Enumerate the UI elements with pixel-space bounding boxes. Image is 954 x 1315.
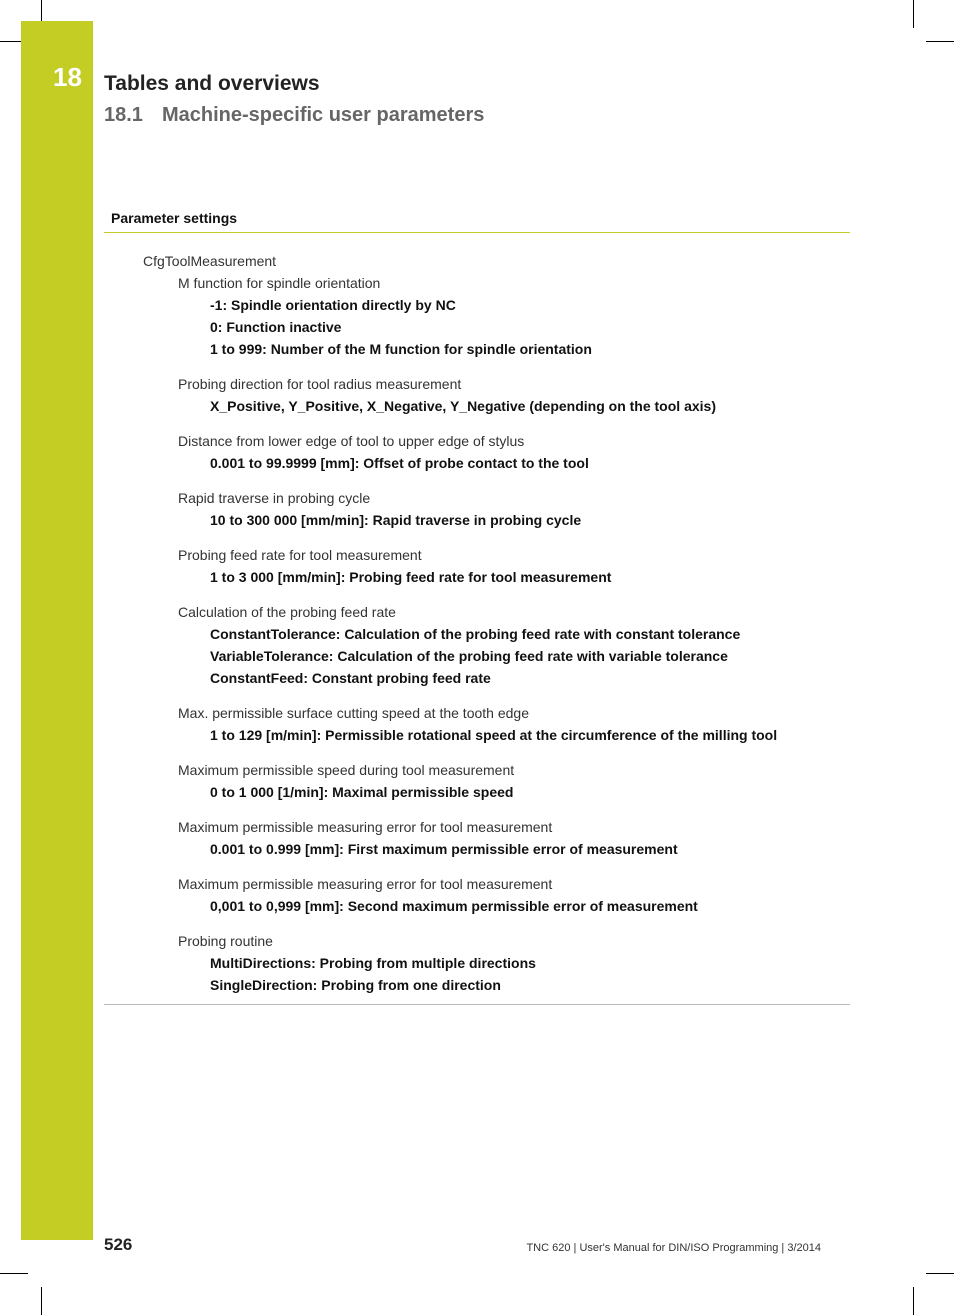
- parameter-label: Probing direction for tool radius measurement: [178, 376, 462, 392]
- footer-text: TNC 620 | User's Manual for DIN/ISO Programming | 3/2014: [526, 1242, 821, 1254]
- parameter-label: Max. permissible surface cutting speed at the tooth edge: [178, 705, 529, 721]
- parameter-list: [143, 250, 777, 1009]
- parameter-value: 0.001 to 99.9999 [mm]: Offset of probe contact to the tool: [210, 455, 589, 471]
- parameter-group: [178, 487, 777, 531]
- parameter-group: [178, 759, 777, 803]
- crop-mark: [913, 1287, 914, 1315]
- parameter-value: 0,001 to 0,999 [mm]: Second maximum permissible error of measurement: [210, 898, 698, 914]
- crop-mark: [926, 1273, 954, 1274]
- parameter-value: SingleDirection: Probing from one direction: [210, 977, 501, 993]
- parameter-label: Rapid traverse in probing cycle: [178, 490, 371, 506]
- parameter-label: Calculation of the probing feed rate: [178, 604, 396, 620]
- parameter-value: 0 to 1 000 [1/min]: Maximal permissible speed: [210, 784, 514, 800]
- parameter-label: M function for spindle orientation: [178, 275, 381, 291]
- section-heading: Parameter settings: [111, 210, 238, 226]
- parameter-label: Maximum permissible speed during tool measurement: [178, 762, 515, 778]
- crop-mark: [41, 1287, 42, 1315]
- parameter-value: X_Positive, Y_Positive, X_Negative, Y_Negative (depending on the tool axis): [210, 398, 716, 414]
- parameter-group: [178, 873, 777, 917]
- parameter-value: 1 to 999: Number of the M function for spindle orientation: [210, 341, 592, 357]
- parameter-group: [178, 816, 777, 860]
- section-title: [104, 104, 484, 127]
- parameter-value: MultiDirections: Probing from multiple directions: [210, 955, 536, 971]
- crop-mark: [41, 0, 42, 21]
- parameter-value: 0: Function inactive: [210, 319, 342, 335]
- parameter-name: CfgToolMeasurement: [143, 253, 277, 269]
- parameter-value: 0.001 to 0.999 [mm]: First maximum permissible error of measurement: [210, 841, 678, 857]
- divider: [104, 1004, 850, 1005]
- section-title-text: Machine-specific user parameters: [162, 104, 485, 126]
- parameter-label: Maximum permissible measuring error for tool measurement: [178, 876, 553, 892]
- crop-mark: [926, 41, 954, 42]
- crop-mark: [0, 1273, 28, 1274]
- chapter-tab-bar: [21, 21, 93, 1240]
- parameter-group: [178, 430, 777, 474]
- parameter-value: 1 to 3 000 [mm/min]: Probing feed rate for tool measurement: [210, 569, 612, 585]
- parameter-group: [178, 544, 777, 588]
- parameter-group: [178, 272, 777, 360]
- parameter-group: [178, 373, 777, 417]
- page-number: 526: [104, 1235, 133, 1254]
- parameter-group: [178, 702, 777, 746]
- parameter-group: [178, 601, 777, 689]
- parameter-label: Probing feed rate for tool measurement: [178, 547, 422, 563]
- parameter-value: VariableTolerance: Calculation of the probing feed rate with variable tolerance: [210, 648, 728, 664]
- parameter-label: Distance from lower edge of tool to upper edge of stylus: [178, 433, 525, 449]
- crop-mark: [913, 0, 914, 28]
- parameter-label: Maximum permissible measuring error for tool measurement: [178, 819, 553, 835]
- chapter-number: 18: [53, 62, 82, 92]
- section-number: 18.1: [104, 104, 143, 126]
- parameter-label: Probing routine: [178, 933, 273, 949]
- parameter-value: -1: Spindle orientation directly by NC: [210, 297, 456, 313]
- parameter-group: [178, 930, 777, 996]
- parameter-value: ConstantTolerance: Calculation of the probing feed rate with constant tolerance: [210, 626, 741, 642]
- crop-mark: [0, 41, 21, 42]
- divider: [104, 232, 850, 233]
- chapter-title: Tables and overviews: [104, 72, 320, 95]
- parameter-value: ConstantFeed: Constant probing feed rate: [210, 670, 491, 686]
- parameter-value: 1 to 129 [m/min]: Permissible rotational speed at the circumference of the milling tool: [210, 727, 778, 743]
- parameter-value: 10 to 300 000 [mm/min]: Rapid traverse in probing cycle: [210, 512, 582, 528]
